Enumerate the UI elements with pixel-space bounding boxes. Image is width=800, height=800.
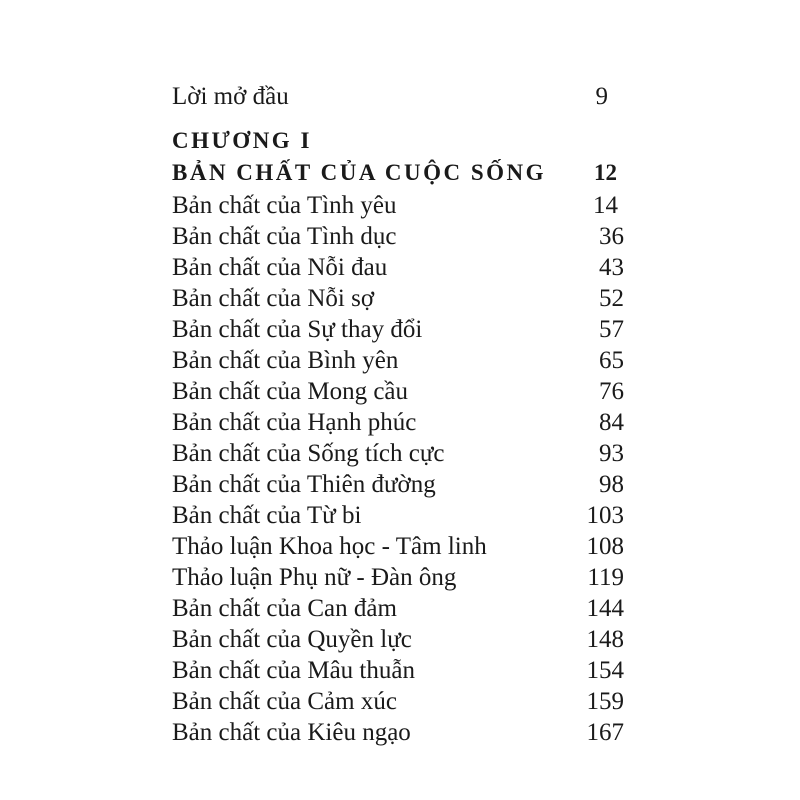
toc-entry-page-number: 76 (599, 378, 624, 405)
toc-entry-page-number: 154 (586, 657, 624, 684)
toc-entry-title: Bản chất của Nỗi đau (172, 254, 388, 281)
intro-page-number: 9 (595, 83, 608, 110)
toc-entry-page-number: 119 (587, 564, 624, 591)
toc-entry-title: Bản chất của Hạnh phúc (172, 409, 417, 436)
toc-entry-page-number: 108 (586, 533, 624, 560)
intro-title: Lời mở đầu (172, 83, 289, 110)
toc-entry-page-number: 52 (599, 285, 624, 312)
toc-entry-page-number: 167 (586, 719, 624, 746)
toc-entry-page-number: 93 (599, 440, 624, 467)
toc-entry-title: Bản chất của Sống tích cực (172, 440, 445, 467)
chapter-label: CHƯƠNG I (172, 128, 312, 153)
toc-entry-page-number: 159 (586, 688, 624, 715)
toc-entry-title: Bản chất của Thiên đường (172, 471, 436, 498)
toc-entry-title: Bản chất của Nỗi sợ (172, 285, 375, 312)
toc-entry-title: Bản chất của Can đảm (172, 595, 397, 622)
toc-entry-page-number: 148 (586, 626, 624, 653)
toc-entry-page-number: 43 (599, 254, 624, 281)
toc-entry-page-number: 84 (599, 409, 624, 436)
chapter-title: BẢN CHẤT CỦA CUỘC SỐNG (172, 160, 547, 185)
toc-entry-page-number: 57 (599, 316, 624, 343)
toc-entry-title: Thảo luận Phụ nữ - Đàn ông (172, 564, 457, 591)
toc-entry-title: Bản chất của Cảm xúc (172, 688, 397, 715)
toc-entry-title: Thảo luận Khoa học - Tâm linh (172, 533, 487, 560)
chapter-page-number: 12 (594, 160, 617, 185)
toc-entry-title: Bản chất của Mong cầu (172, 378, 409, 405)
toc-entry-page-number: 65 (599, 347, 624, 374)
toc-entry-page-number: 14 (593, 192, 618, 219)
toc-entry-title: Bản chất của Từ bi (172, 502, 362, 529)
toc-entry-page-number: 103 (586, 502, 624, 529)
toc-entry-title: Bản chất của Bình yên (172, 347, 399, 374)
toc-entry-page-number: 98 (599, 471, 624, 498)
toc-entry-page-number: 144 (586, 595, 624, 622)
toc-entry-title: Bản chất của Quyền lực (172, 626, 412, 653)
toc-entry-title: Bản chất của Kiêu ngạo (172, 719, 411, 746)
toc-entry-page-number: 36 (599, 223, 624, 250)
toc-entry-title: Bản chất của Tình yêu (172, 192, 397, 219)
toc-entry-title: Bản chất của Sự thay đổi (172, 316, 423, 343)
toc-entry-title: Bản chất của Mâu thuẫn (172, 657, 415, 684)
toc-entry-title: Bản chất của Tình dục (172, 223, 397, 250)
